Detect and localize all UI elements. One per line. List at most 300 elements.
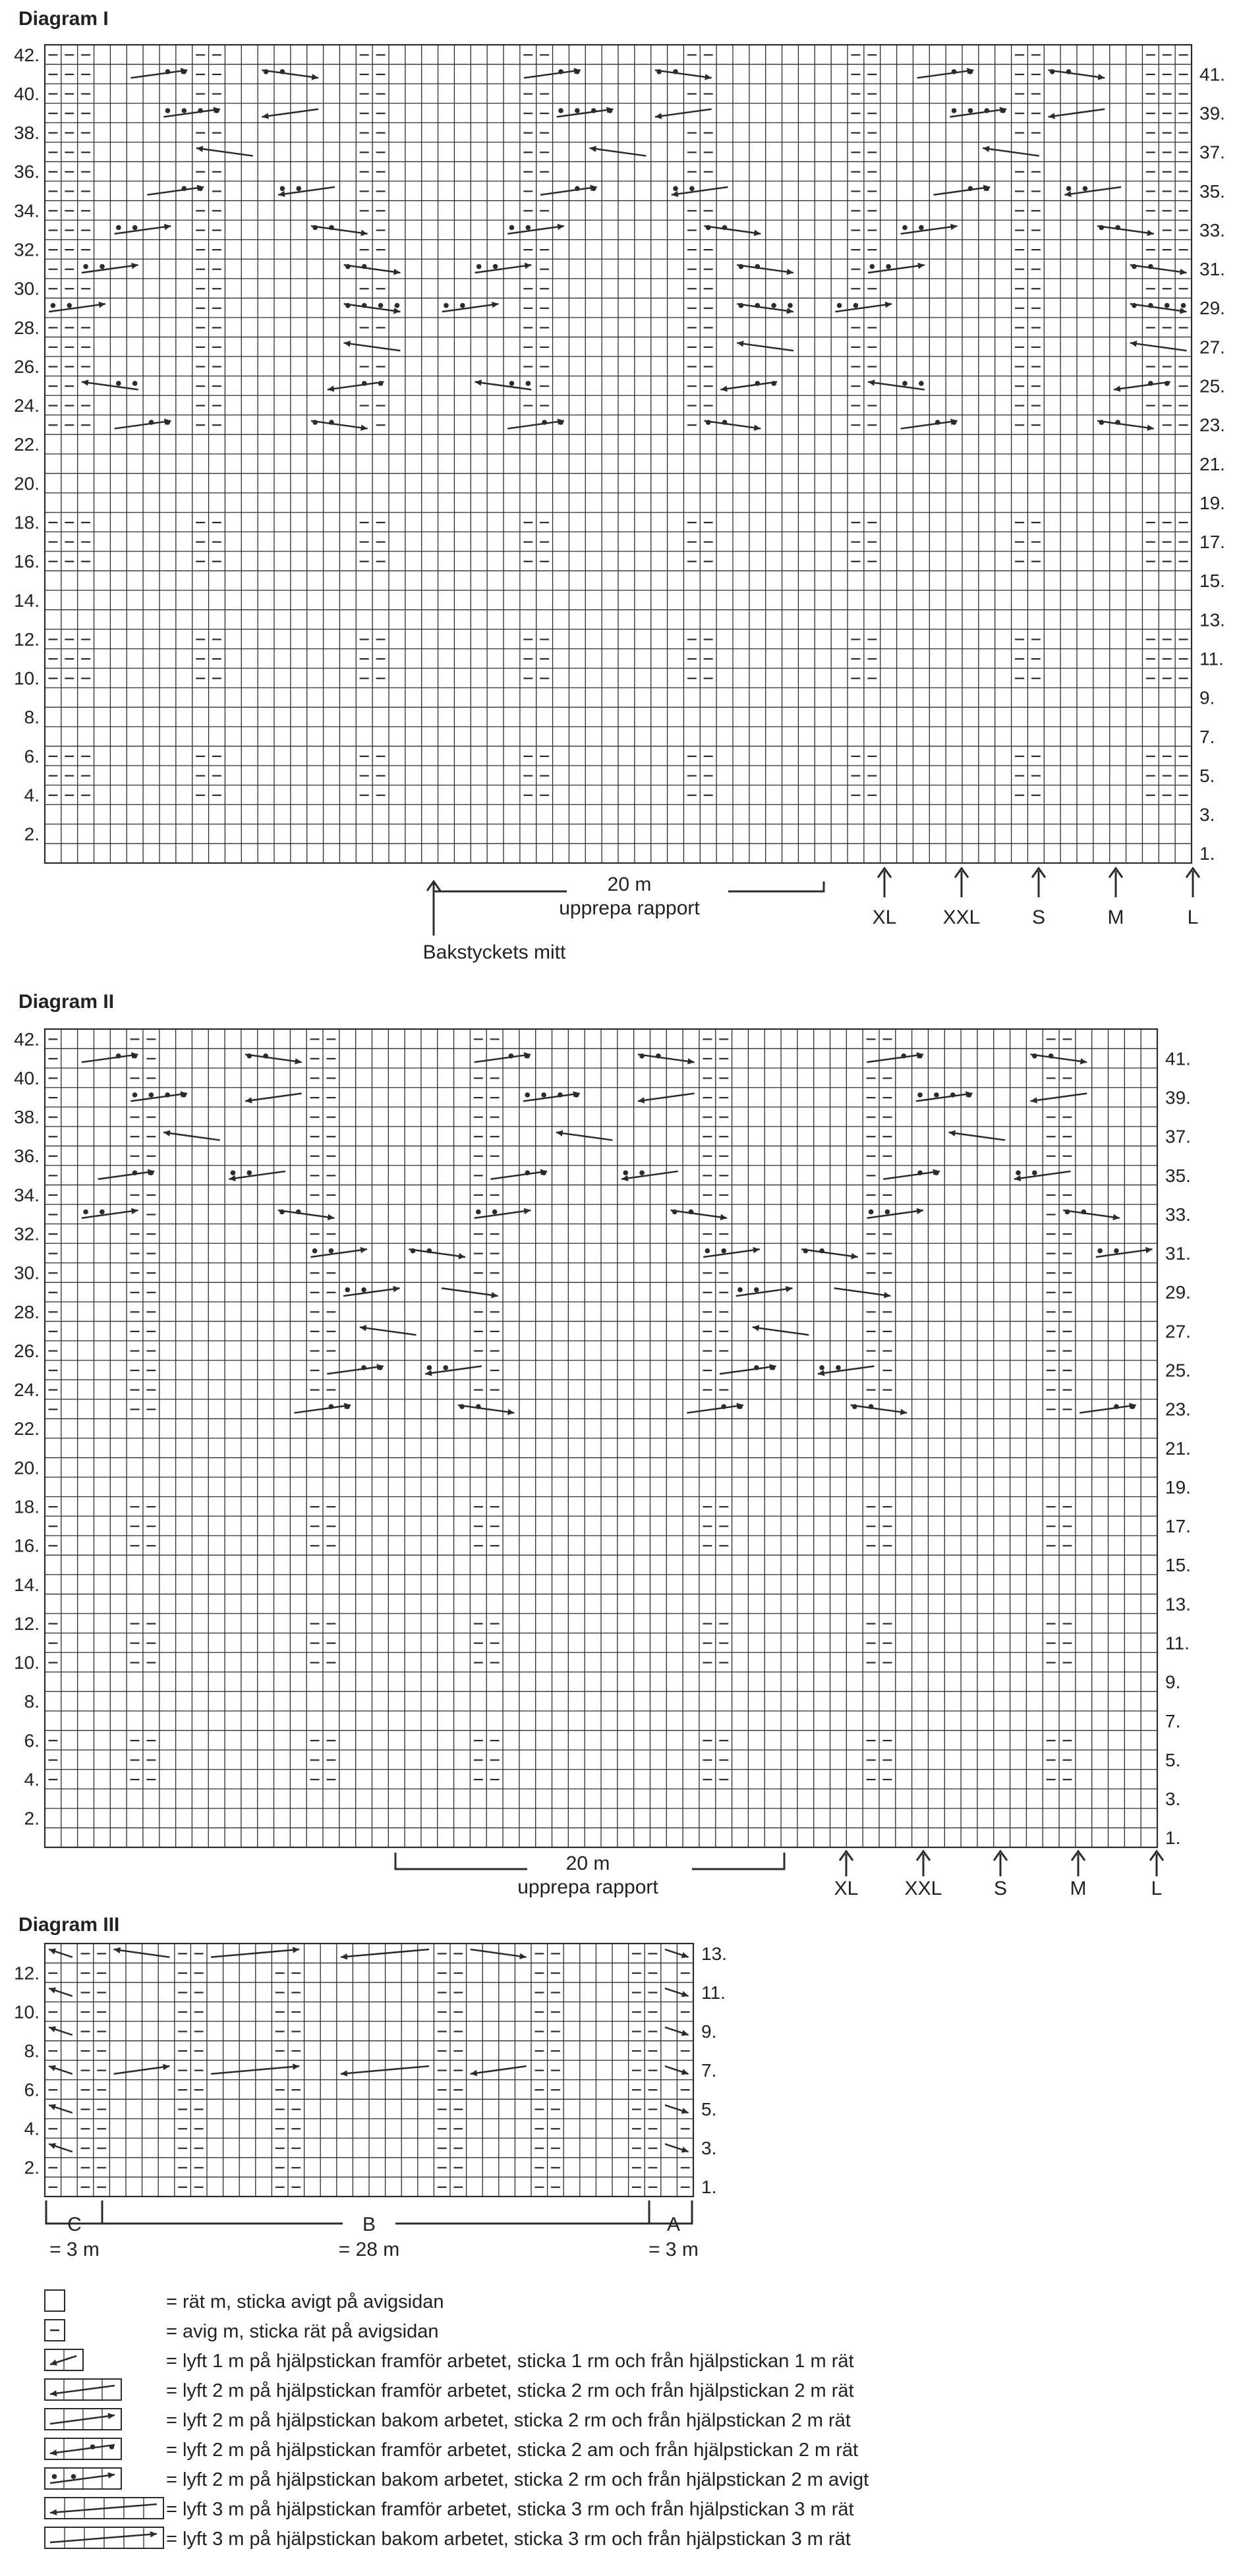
diagram-2-annotations (395, 1851, 1163, 1899)
row-label-even: 10. (14, 668, 40, 689)
row-label-odd: 41. (1199, 64, 1225, 85)
row-label-even: 30. (14, 278, 40, 299)
row-label-even: 22. (14, 1418, 40, 1440)
purl-dot (411, 1248, 416, 1254)
purl-dot (280, 69, 285, 74)
row-label-even: 10. (14, 1652, 40, 1673)
row-label-odd: 39. (1165, 1087, 1191, 1108)
purl-dot (885, 1210, 890, 1215)
purl-dot (296, 1210, 301, 1215)
purl-dot (149, 1092, 154, 1098)
row-label-even: 12. (14, 629, 40, 650)
purl-dot (737, 1404, 743, 1409)
purl-dot (165, 1092, 170, 1098)
row-label-odd: 5. (701, 2099, 717, 2120)
row-label-odd: 17. (1199, 532, 1225, 553)
purl-dot (771, 381, 776, 386)
purl-dot (968, 108, 973, 113)
row-label-odd: 33. (1165, 1204, 1191, 1225)
purl-dot (755, 303, 760, 308)
purl-dot (541, 1092, 546, 1098)
purl-dot (672, 1210, 677, 1215)
purl-dot (476, 1210, 481, 1215)
purl-dot (329, 1248, 334, 1254)
purl-dot (378, 303, 384, 308)
purl-dot (542, 420, 547, 425)
diagram-3-section-count-a: = 3 m (648, 2239, 699, 2260)
row-label-odd: 21. (1199, 453, 1225, 474)
row-label-odd: 3. (1199, 804, 1215, 826)
purl-dot (575, 69, 580, 74)
purl-dot (345, 1404, 350, 1409)
diagram-2-size-arrow-l (1150, 1851, 1163, 1876)
row-label-odd: 19. (1165, 1476, 1191, 1498)
diagram-2-size-arrow-xl (840, 1851, 853, 1876)
purl-dot (1132, 264, 1137, 269)
purl-dot (362, 303, 367, 308)
purl-dot (1032, 1053, 1037, 1059)
row-label-even: 26. (14, 1340, 40, 1361)
row-label-even: 12. (14, 1613, 40, 1634)
row-label-even: 4. (24, 2118, 40, 2139)
row-label-even: 14. (14, 1574, 40, 1595)
purl-dot (165, 69, 171, 74)
purl-dot (493, 264, 498, 269)
legend-cable-2-2-back-purl-text: = lyft 2 m på hjälpstickan bakom arbetet, sticka 2 rm och från hjälpstickan 2 m avigt (166, 2469, 869, 2490)
legend-symbol-cable-2-2-front-purl (45, 2438, 121, 2459)
purl-dot (770, 1365, 776, 1370)
row-label-odd: 15. (1165, 1555, 1191, 1576)
purl-dot (901, 1053, 906, 1059)
purl-dot (917, 1170, 923, 1175)
row-label-odd: 7. (1165, 1710, 1181, 1731)
purl-dot (754, 1365, 759, 1370)
purl-dot (1099, 420, 1104, 425)
row-label-odd: 5. (1199, 765, 1215, 786)
diagram-1-grid-gridlines (45, 45, 1192, 863)
purl-dot (214, 108, 219, 113)
row-label-even: 16. (14, 1535, 40, 1556)
purl-dot (459, 1404, 465, 1409)
diagram-1-title: Diagram I (18, 8, 109, 30)
diagram-2-grid-gridlines (45, 1029, 1157, 1847)
purl-dot (132, 1053, 138, 1059)
purl-dot (739, 264, 744, 269)
row-label-odd: 21. (1165, 1438, 1191, 1459)
purl-dot (132, 381, 138, 386)
row-label-odd: 27. (1165, 1321, 1191, 1342)
row-label-even: 8. (24, 2040, 40, 2061)
purl-dot (934, 1092, 939, 1098)
purl-dot (149, 420, 154, 425)
purl-dot (1050, 69, 1055, 74)
purl-dot (52, 2474, 57, 2479)
row-label-odd: 5. (1165, 1749, 1181, 1770)
purl-dot (378, 381, 384, 386)
purl-dot (362, 264, 367, 269)
row-label-odd: 35. (1199, 181, 1225, 202)
purl-dot (639, 1053, 645, 1059)
purl-dot (869, 1210, 874, 1215)
purl-dot (231, 1170, 236, 1175)
legend-purl-text: = avig m, sticka rät på avigsidan (166, 2321, 439, 2342)
purl-dot (198, 186, 203, 191)
legend-symbol-cable-2-2-back (45, 2409, 121, 2430)
diagram-1-grid (14, 45, 1225, 864)
purl-dot (509, 1053, 514, 1059)
purl-dot (968, 69, 973, 74)
purl-dot (836, 1365, 841, 1370)
purl-dot (329, 225, 334, 231)
purl-dot (71, 2474, 76, 2479)
purl-dot (706, 420, 711, 425)
purl-dot (886, 264, 891, 269)
diagram-2-title: Diagram II (18, 991, 115, 1013)
row-label-even: 16. (14, 551, 40, 572)
purl-dot (673, 69, 678, 74)
row-label-even: 28. (14, 317, 40, 338)
purl-dot (444, 303, 449, 308)
purl-dot (116, 225, 121, 231)
row-label-even: 34. (14, 1185, 40, 1206)
row-label-odd: 29. (1165, 1282, 1191, 1303)
purl-dot (754, 1287, 759, 1293)
purl-dot (165, 108, 171, 113)
purl-dot (525, 1053, 530, 1059)
purl-dot (345, 1287, 350, 1293)
row-label-odd: 29. (1199, 298, 1225, 319)
diagram-3-section-count-b: = 28 m (338, 2239, 400, 2260)
purl-dot (1165, 303, 1170, 308)
purl-dot (917, 1092, 923, 1098)
purl-dot (689, 1210, 694, 1215)
row-label-odd: 31. (1165, 1243, 1191, 1264)
legend-symbol-cable-1-1-front (45, 2349, 83, 2370)
purl-dot (329, 420, 334, 425)
row-label-even: 2. (24, 824, 40, 845)
legend-knit-text: = rät m, sticka avigt på avigsidan (166, 2291, 444, 2312)
row-label-odd: 9. (1165, 1671, 1181, 1693)
purl-dot (362, 381, 367, 386)
purl-dot (51, 303, 56, 308)
purl-dot (788, 303, 793, 308)
purl-dot (525, 1170, 530, 1175)
row-label-odd: 7. (1199, 726, 1215, 747)
diagram-1-repeat-value: 20 m (607, 874, 652, 895)
row-label-odd: 19. (1199, 492, 1225, 513)
purl-dot (984, 108, 989, 113)
purl-dot (591, 108, 596, 113)
purl-dot (935, 420, 940, 425)
purl-dot (1066, 186, 1072, 191)
diagram-1-size-arrow-xxl (955, 868, 968, 897)
purl-dot (1115, 225, 1120, 231)
purl-dot (722, 420, 728, 425)
row-label-even: 36. (14, 1146, 40, 1167)
purl-dot (1099, 225, 1104, 231)
row-label-even: 6. (24, 2079, 40, 2100)
purl-dot (427, 1248, 432, 1254)
purl-dot (181, 1092, 187, 1098)
purl-dot (623, 1170, 628, 1175)
purl-dot (345, 303, 351, 308)
row-label-odd: 3. (1165, 1789, 1181, 1810)
purl-dot (869, 1404, 874, 1409)
purl-dot (673, 186, 678, 191)
purl-dot (296, 186, 301, 191)
diagram-2-repeat-text: upprepa rapport (517, 1876, 658, 1898)
purl-dot (312, 225, 318, 231)
purl-dot (1148, 264, 1153, 269)
purl-dot (952, 108, 957, 113)
row-label-even: 40. (14, 83, 40, 104)
purl-dot (116, 381, 121, 386)
purl-dot (198, 108, 203, 113)
purl-dot (345, 264, 351, 269)
purl-dot (181, 108, 187, 113)
purl-dot (525, 225, 531, 231)
purl-dot (869, 264, 875, 269)
row-label-odd: 11. (1165, 1633, 1190, 1654)
purl-dot (902, 381, 908, 386)
purl-dot (755, 381, 760, 386)
row-label-even: 36. (14, 161, 40, 182)
purl-dot (1097, 1248, 1103, 1254)
purl-dot (246, 1170, 252, 1175)
purl-dot (575, 186, 580, 191)
diagram-1-center-arrow (427, 882, 440, 936)
purl-dot (1130, 1404, 1136, 1409)
purl-dot (264, 69, 269, 74)
row-label-odd: 23. (1199, 414, 1225, 435)
diagram-2-size-arrow-xxl (917, 1851, 930, 1876)
purl-dot (819, 1365, 824, 1370)
diagram-1-repeat-text: upprepa rapport (559, 897, 700, 919)
purl-dot (558, 108, 563, 113)
purl-dot (902, 225, 908, 231)
diagram-1-size-arrow-l (1186, 868, 1199, 897)
diagram-1-size-label-xxl: XXL (942, 907, 981, 928)
row-label-odd: 37. (1165, 1126, 1191, 1147)
purl-dot (984, 186, 989, 191)
row-label-odd: 17. (1165, 1516, 1191, 1537)
purl-dot (427, 1365, 432, 1370)
row-label-odd: 13. (1165, 1594, 1191, 1615)
purl-dot (689, 186, 695, 191)
purl-dot (395, 303, 400, 308)
purl-dot (934, 1170, 939, 1175)
purl-dot (558, 69, 563, 74)
diagram-1-size-label-xl: XL (872, 907, 897, 928)
diagram-2-size-arrow-m (1072, 1851, 1085, 1876)
purl-dot (853, 303, 859, 308)
purl-dot (1181, 303, 1186, 308)
purl-dot (737, 1287, 743, 1293)
purl-dot (1000, 108, 1006, 113)
purl-dot (771, 303, 776, 308)
purl-dot (952, 69, 957, 74)
purl-dot (116, 1053, 121, 1059)
purl-dot (149, 1170, 154, 1175)
row-label-even: 22. (14, 434, 40, 455)
row-label-odd: 15. (1199, 571, 1225, 592)
purl-dot (165, 420, 171, 425)
row-label-odd: 1. (1165, 1828, 1181, 1849)
row-label-odd: 11. (701, 1982, 726, 2003)
purl-dot (722, 225, 728, 231)
diagram-2-size-arrow-s (994, 1851, 1007, 1876)
diagram-1-size-arrow-xl (878, 868, 891, 897)
row-label-even: 32. (14, 239, 40, 260)
purl-dot (558, 420, 563, 425)
purl-dot (656, 1053, 661, 1059)
row-label-odd: 9. (1199, 687, 1215, 708)
purl-dot (1066, 69, 1072, 74)
row-label-odd: 25. (1199, 376, 1225, 397)
purl-dot (181, 186, 187, 191)
diagram-2-size-label-l: L (1151, 1878, 1163, 1899)
row-label-odd: 41. (1165, 1048, 1191, 1069)
diagram-1-size-arrow-m (1109, 868, 1122, 897)
legend-symbol-purl (45, 2320, 65, 2341)
purl-dot (967, 1092, 972, 1098)
purl-dot (706, 225, 711, 231)
row-label-odd: 25. (1165, 1360, 1191, 1381)
purl-dot (705, 1248, 710, 1254)
row-label-odd: 1. (701, 2177, 717, 2198)
purl-dot (132, 1092, 138, 1098)
diagram-3-title: Diagram III (18, 1914, 120, 1936)
purl-dot (919, 225, 924, 231)
diagram-2-size-label-xxl: XXL (904, 1878, 942, 1899)
purl-dot (1132, 303, 1137, 308)
row-label-even: 28. (14, 1301, 40, 1322)
row-label-even: 40. (14, 1067, 40, 1088)
diagram-2-size-label-m: M (1070, 1878, 1087, 1899)
row-label-even: 6. (24, 1730, 40, 1751)
diagram-3-grid-gridlines (45, 1944, 693, 2197)
row-label-even: 32. (14, 1223, 40, 1245)
row-label-even: 20. (14, 1457, 40, 1478)
purl-dot (819, 1248, 824, 1254)
diagram-2-size-label-s: S (993, 1878, 1008, 1899)
row-label-even: 20. (14, 473, 40, 494)
row-label-even: 4. (24, 785, 40, 806)
legend-symbol-knit (45, 2290, 65, 2311)
legend-symbol-cable-2-2-front (45, 2379, 121, 2400)
row-label-even: 10. (14, 2002, 40, 2023)
purl-dot (1165, 381, 1170, 386)
diagram-1-center-label: Bakstyckets mitt (422, 941, 566, 963)
row-label-even: 34. (14, 200, 40, 221)
row-label-odd: 13. (1199, 609, 1225, 630)
row-label-odd: 3. (701, 2138, 717, 2159)
legend-cable-3-3-front-text: = lyft 3 m på hjälpstickan framför arbetet, sticka 3 rm och från hjälpstickan 3 m rät (166, 2499, 854, 2520)
purl-dot (575, 108, 580, 113)
purl-dot (574, 1092, 579, 1098)
purl-dot (656, 69, 662, 74)
row-label-even: 26. (14, 356, 40, 377)
purl-dot (460, 303, 465, 308)
row-label-even: 24. (14, 395, 40, 416)
purl-dot (361, 1287, 366, 1293)
legend-symbol-cable-2-2-back-purl (45, 2468, 121, 2489)
row-label-even: 6. (24, 746, 40, 767)
row-label-even: 14. (14, 590, 40, 611)
purl-dot (378, 1365, 383, 1370)
row-label-odd: 23. (1165, 1399, 1191, 1420)
row-label-even: 42. (14, 1028, 40, 1050)
purl-dot (109, 2444, 115, 2450)
diagram-1-repeat-bracket (434, 874, 824, 919)
purl-dot (1114, 1248, 1119, 1254)
purl-dot (541, 1170, 546, 1175)
diagram-3-section-letter-b: B (362, 2214, 376, 2235)
row-label-even: 2. (24, 2157, 40, 2178)
purl-dot (100, 264, 105, 269)
row-label-odd: 37. (1199, 142, 1225, 163)
purl-dot (950, 1092, 956, 1098)
diagram-1-size-arrow-s (1032, 868, 1045, 897)
diagram-2-repeat-bracket (395, 1853, 784, 1898)
purl-dot (558, 1092, 563, 1098)
diagram-1-size-label-m: M (1107, 907, 1124, 928)
purl-dot (1148, 381, 1153, 386)
purl-dot (67, 303, 72, 308)
row-label-odd: 1. (1199, 843, 1215, 864)
diagram-2-repeat-value: 20 m (565, 1853, 610, 1874)
purl-dot (246, 1053, 252, 1059)
purl-dot (312, 420, 318, 425)
row-label-odd: 39. (1199, 103, 1225, 124)
purl-dot (721, 1248, 726, 1254)
purl-dot (639, 1170, 645, 1175)
purl-dot (83, 1210, 88, 1215)
purl-dot (132, 1170, 138, 1175)
diagram-1-annotations (423, 868, 1199, 963)
purl-dot (739, 303, 744, 308)
purl-dot (1065, 1210, 1070, 1215)
row-label-odd: 27. (1199, 337, 1225, 358)
purl-dot (1032, 1170, 1037, 1175)
diagram-3-section-letter-c: C (67, 2214, 82, 2235)
purl-dot (591, 186, 596, 191)
legend-symbol-cable-3-3-back (45, 2527, 163, 2548)
row-label-odd: 9. (701, 2021, 717, 2042)
diagram-3-section-letter-a: A (666, 2214, 681, 2235)
purl-dot (917, 1053, 923, 1059)
purl-dot (280, 186, 285, 191)
purl-dot (492, 1210, 498, 1215)
purl-dot (1049, 1053, 1054, 1059)
legend-cable-2-2-back-text: = lyft 2 m på hjälpstickan bakom arbetet, sticka 2 rm och från hjälpstickan 2 m rät (166, 2410, 851, 2431)
purl-dot (263, 1053, 268, 1059)
diagram-3-section-count-c: = 3 m (49, 2239, 100, 2260)
diagram-2-grid (14, 1029, 1191, 1848)
row-label-odd: 7. (701, 2060, 717, 2081)
purl-dot (1115, 420, 1120, 425)
purl-dot (443, 1365, 448, 1370)
row-label-even: 4. (24, 1769, 40, 1790)
purl-dot (919, 381, 924, 386)
diagram-2-grid-cells (48, 1039, 1072, 1779)
row-label-even: 18. (14, 512, 40, 533)
purl-dot (755, 264, 760, 269)
purl-dot (509, 381, 515, 386)
purl-dot (852, 1404, 857, 1409)
legend-cable-2-2-front-purl-text: = lyft 2 m på hjälpstickan framför arbetet, sticka 2 am och från hjälpstickan 2 m rät (166, 2440, 859, 2461)
purl-dot (181, 69, 187, 74)
